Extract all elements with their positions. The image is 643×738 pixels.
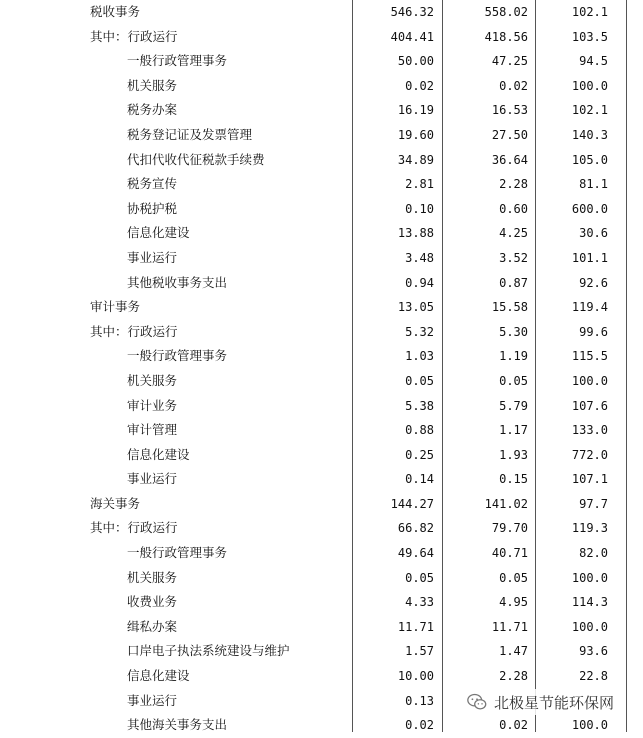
row-label: 一般行政管理事务 bbox=[127, 53, 228, 69]
row-label: 事业运行 bbox=[127, 249, 178, 265]
value-cell-1: 2.81 bbox=[405, 177, 434, 192]
table-row bbox=[0, 148, 643, 173]
value-cell-1: 10.00 bbox=[397, 669, 434, 684]
value-cell-1: 0.14 bbox=[405, 472, 434, 487]
row-label: 机关服务 bbox=[127, 77, 178, 93]
row-label: 审计管理 bbox=[127, 422, 178, 438]
value-cell-1: 11.71 bbox=[397, 619, 434, 634]
value-cell-2: 0.05 bbox=[499, 570, 528, 585]
value-cell-3: 105.0 bbox=[571, 152, 608, 167]
value-cell-3: 94.5 bbox=[579, 54, 608, 69]
value-cell-2: 0.02 bbox=[499, 718, 528, 733]
value-cell-2: 5.79 bbox=[499, 398, 528, 413]
table-row bbox=[0, 246, 643, 271]
table-row bbox=[0, 566, 643, 591]
table-row bbox=[0, 221, 643, 246]
row-label: 海关事务 bbox=[90, 495, 141, 511]
value-cell-2: 3.52 bbox=[499, 250, 528, 265]
value-cell-3: 93.6 bbox=[579, 644, 608, 659]
value-cell-2: 418.56 bbox=[484, 29, 528, 44]
value-cell-1: 144.27 bbox=[390, 496, 434, 511]
wechat-icon bbox=[466, 691, 488, 713]
value-cell-2: 0.60 bbox=[499, 201, 528, 216]
table-row bbox=[0, 590, 643, 615]
value-cell-1: 0.88 bbox=[405, 423, 434, 438]
table-row bbox=[0, 394, 643, 419]
row-label: 其中：行政运行 bbox=[90, 28, 178, 44]
value-cell-3: 102.1 bbox=[571, 5, 608, 19]
row-label: 机关服务 bbox=[127, 372, 178, 388]
value-cell-1: 49.64 bbox=[397, 546, 434, 561]
value-cell-2: 0.02 bbox=[499, 78, 528, 93]
value-cell-2: 4.95 bbox=[499, 595, 528, 610]
watermark bbox=[462, 689, 618, 715]
value-cell-2: 0.87 bbox=[499, 275, 528, 290]
table-row bbox=[0, 615, 643, 640]
value-cell-3: 100.0 bbox=[571, 78, 608, 93]
table-row bbox=[0, 295, 643, 320]
value-cell-3: 115.5 bbox=[571, 349, 608, 364]
value-cell-3: 30.6 bbox=[579, 226, 608, 241]
value-cell-2: 5.30 bbox=[499, 324, 528, 339]
row-label: 代扣代收代征税款手续费 bbox=[127, 151, 265, 167]
table-row bbox=[0, 467, 643, 492]
table-row bbox=[0, 369, 643, 394]
value-cell-1: 5.38 bbox=[405, 398, 434, 413]
value-cell-2: 1.93 bbox=[499, 447, 528, 462]
value-cell-3: 100.0 bbox=[571, 619, 608, 634]
value-cell-1: 546.32 bbox=[390, 5, 434, 19]
row-label: 其他税收事务支出 bbox=[127, 274, 228, 290]
value-cell-1: 5.32 bbox=[405, 324, 434, 339]
table-row bbox=[0, 123, 643, 148]
value-cell-3: 101.1 bbox=[571, 250, 608, 265]
row-label: 信息化建设 bbox=[127, 225, 190, 241]
value-cell-3: 92.6 bbox=[579, 275, 608, 290]
row-label: 信息化建设 bbox=[127, 668, 190, 684]
row-label: 税务宣传 bbox=[127, 176, 178, 192]
value-cell-1: 0.02 bbox=[405, 718, 434, 733]
value-cell-2: 11.71 bbox=[491, 619, 528, 634]
table-row bbox=[0, 172, 643, 197]
value-cell-2: 0.15 bbox=[499, 472, 528, 487]
value-cell-1: 404.41 bbox=[390, 29, 434, 44]
value-cell-2: 1.17 bbox=[499, 423, 528, 438]
value-cell-1: 0.10 bbox=[405, 201, 434, 216]
value-cell-3: 102.1 bbox=[571, 103, 608, 118]
row-label: 税收事务 bbox=[90, 4, 141, 19]
value-cell-1: 16.19 bbox=[397, 103, 434, 118]
row-label: 其他海关事务支出 bbox=[127, 717, 228, 733]
row-label: 一般行政管理事务 bbox=[127, 545, 228, 561]
value-cell-1: 0.02 bbox=[405, 78, 434, 93]
value-cell-1: 50.00 bbox=[397, 54, 434, 69]
value-cell-3: 107.1 bbox=[571, 472, 608, 487]
column-divider bbox=[352, 0, 353, 732]
table-row bbox=[0, 271, 643, 296]
value-cell-3: 100.0 bbox=[571, 570, 608, 585]
table-row bbox=[0, 0, 643, 25]
value-cell-3: 772.0 bbox=[571, 447, 608, 462]
value-cell-2: 141.02 bbox=[484, 496, 528, 511]
value-cell-3: 100.0 bbox=[571, 718, 608, 733]
value-cell-3: 600.0 bbox=[571, 201, 608, 216]
column-divider bbox=[535, 0, 536, 732]
value-cell-3: 103.5 bbox=[571, 29, 608, 44]
table-row bbox=[0, 197, 643, 222]
value-cell-1: 13.05 bbox=[397, 300, 434, 315]
value-cell-2: 79.70 bbox=[491, 521, 528, 536]
column-divider bbox=[442, 0, 443, 732]
row-label: 税务办案 bbox=[127, 102, 178, 118]
row-label: 机关服务 bbox=[127, 569, 178, 585]
row-label: 信息化建设 bbox=[127, 446, 190, 462]
value-cell-1: 66.82 bbox=[397, 521, 434, 536]
value-cell-1: 1.03 bbox=[405, 349, 434, 364]
value-cell-2: 15.58 bbox=[491, 300, 528, 315]
table-row bbox=[0, 49, 643, 74]
value-cell-3: 140.3 bbox=[571, 127, 608, 142]
value-cell-1: 0.05 bbox=[405, 570, 434, 585]
row-label: 税务登记证及发票管理 bbox=[127, 126, 253, 142]
table-row bbox=[0, 25, 643, 50]
table-row bbox=[0, 418, 643, 443]
value-cell-3: 114.3 bbox=[571, 595, 608, 610]
value-cell-2: 1.47 bbox=[499, 644, 528, 659]
row-label: 其中：行政运行 bbox=[90, 520, 178, 536]
table-row bbox=[0, 320, 643, 345]
watermark-text: 北极星节能环保网 bbox=[494, 693, 615, 712]
value-cell-2: 2.28 bbox=[499, 669, 528, 684]
row-label: 缉私办案 bbox=[127, 618, 178, 634]
value-cell-3: 82.0 bbox=[579, 546, 608, 561]
value-cell-2: 16.53 bbox=[491, 103, 528, 118]
value-cell-2: 36.64 bbox=[491, 152, 528, 167]
table-row bbox=[0, 443, 643, 468]
value-cell-1: 0.94 bbox=[405, 275, 434, 290]
value-cell-1: 0.13 bbox=[405, 693, 434, 708]
table-row bbox=[0, 74, 643, 99]
row-label: 收费业务 bbox=[127, 594, 178, 610]
table-row bbox=[0, 98, 643, 123]
value-cell-1: 4.33 bbox=[405, 595, 434, 610]
table-row bbox=[0, 713, 643, 738]
row-label: 一般行政管理事务 bbox=[127, 348, 228, 364]
value-cell-1: 1.57 bbox=[405, 644, 434, 659]
value-cell-1: 0.05 bbox=[405, 373, 434, 388]
value-cell-3: 133.0 bbox=[571, 423, 608, 438]
row-label: 事业运行 bbox=[127, 471, 178, 487]
value-cell-3: 22.8 bbox=[579, 669, 608, 684]
value-cell-3: 99.6 bbox=[579, 324, 608, 339]
value-cell-2: 1.19 bbox=[499, 349, 528, 364]
column-divider bbox=[626, 0, 627, 732]
value-cell-3: 119.4 bbox=[571, 300, 608, 315]
row-label: 事业运行 bbox=[127, 692, 178, 708]
value-cell-2: 40.71 bbox=[491, 546, 528, 561]
value-cell-1: 3.48 bbox=[405, 250, 434, 265]
value-cell-3: 107.6 bbox=[571, 398, 608, 413]
value-cell-3: 81.1 bbox=[579, 177, 608, 192]
value-cell-2: 4.25 bbox=[499, 226, 528, 241]
table-row bbox=[0, 344, 643, 369]
value-cell-2: 2.28 bbox=[499, 177, 528, 192]
table-row bbox=[0, 664, 643, 689]
value-cell-3: 97.7 bbox=[579, 496, 608, 511]
value-cell-1: 34.89 bbox=[397, 152, 434, 167]
table-row bbox=[0, 541, 643, 566]
value-cell-3: 100.0 bbox=[571, 373, 608, 388]
table-row bbox=[0, 516, 643, 541]
row-label: 审计业务 bbox=[127, 397, 178, 413]
table-row bbox=[0, 639, 643, 664]
table-row bbox=[0, 492, 643, 517]
row-label: 其中：行政运行 bbox=[90, 323, 178, 339]
value-cell-2: 47.25 bbox=[491, 54, 528, 69]
row-label: 审计事务 bbox=[90, 299, 141, 315]
value-cell-3: 119.3 bbox=[571, 521, 608, 536]
row-label: 口岸电子执法系统建设与维护 bbox=[127, 643, 290, 659]
value-cell-2: 27.50 bbox=[491, 127, 528, 142]
value-cell-1: 0.25 bbox=[405, 447, 434, 462]
row-label: 协税护税 bbox=[127, 200, 178, 216]
value-cell-2: 0.05 bbox=[499, 373, 528, 388]
value-cell-1: 13.88 bbox=[397, 226, 434, 241]
value-cell-1: 19.60 bbox=[397, 127, 434, 142]
value-cell-2: 558.02 bbox=[484, 5, 528, 19]
